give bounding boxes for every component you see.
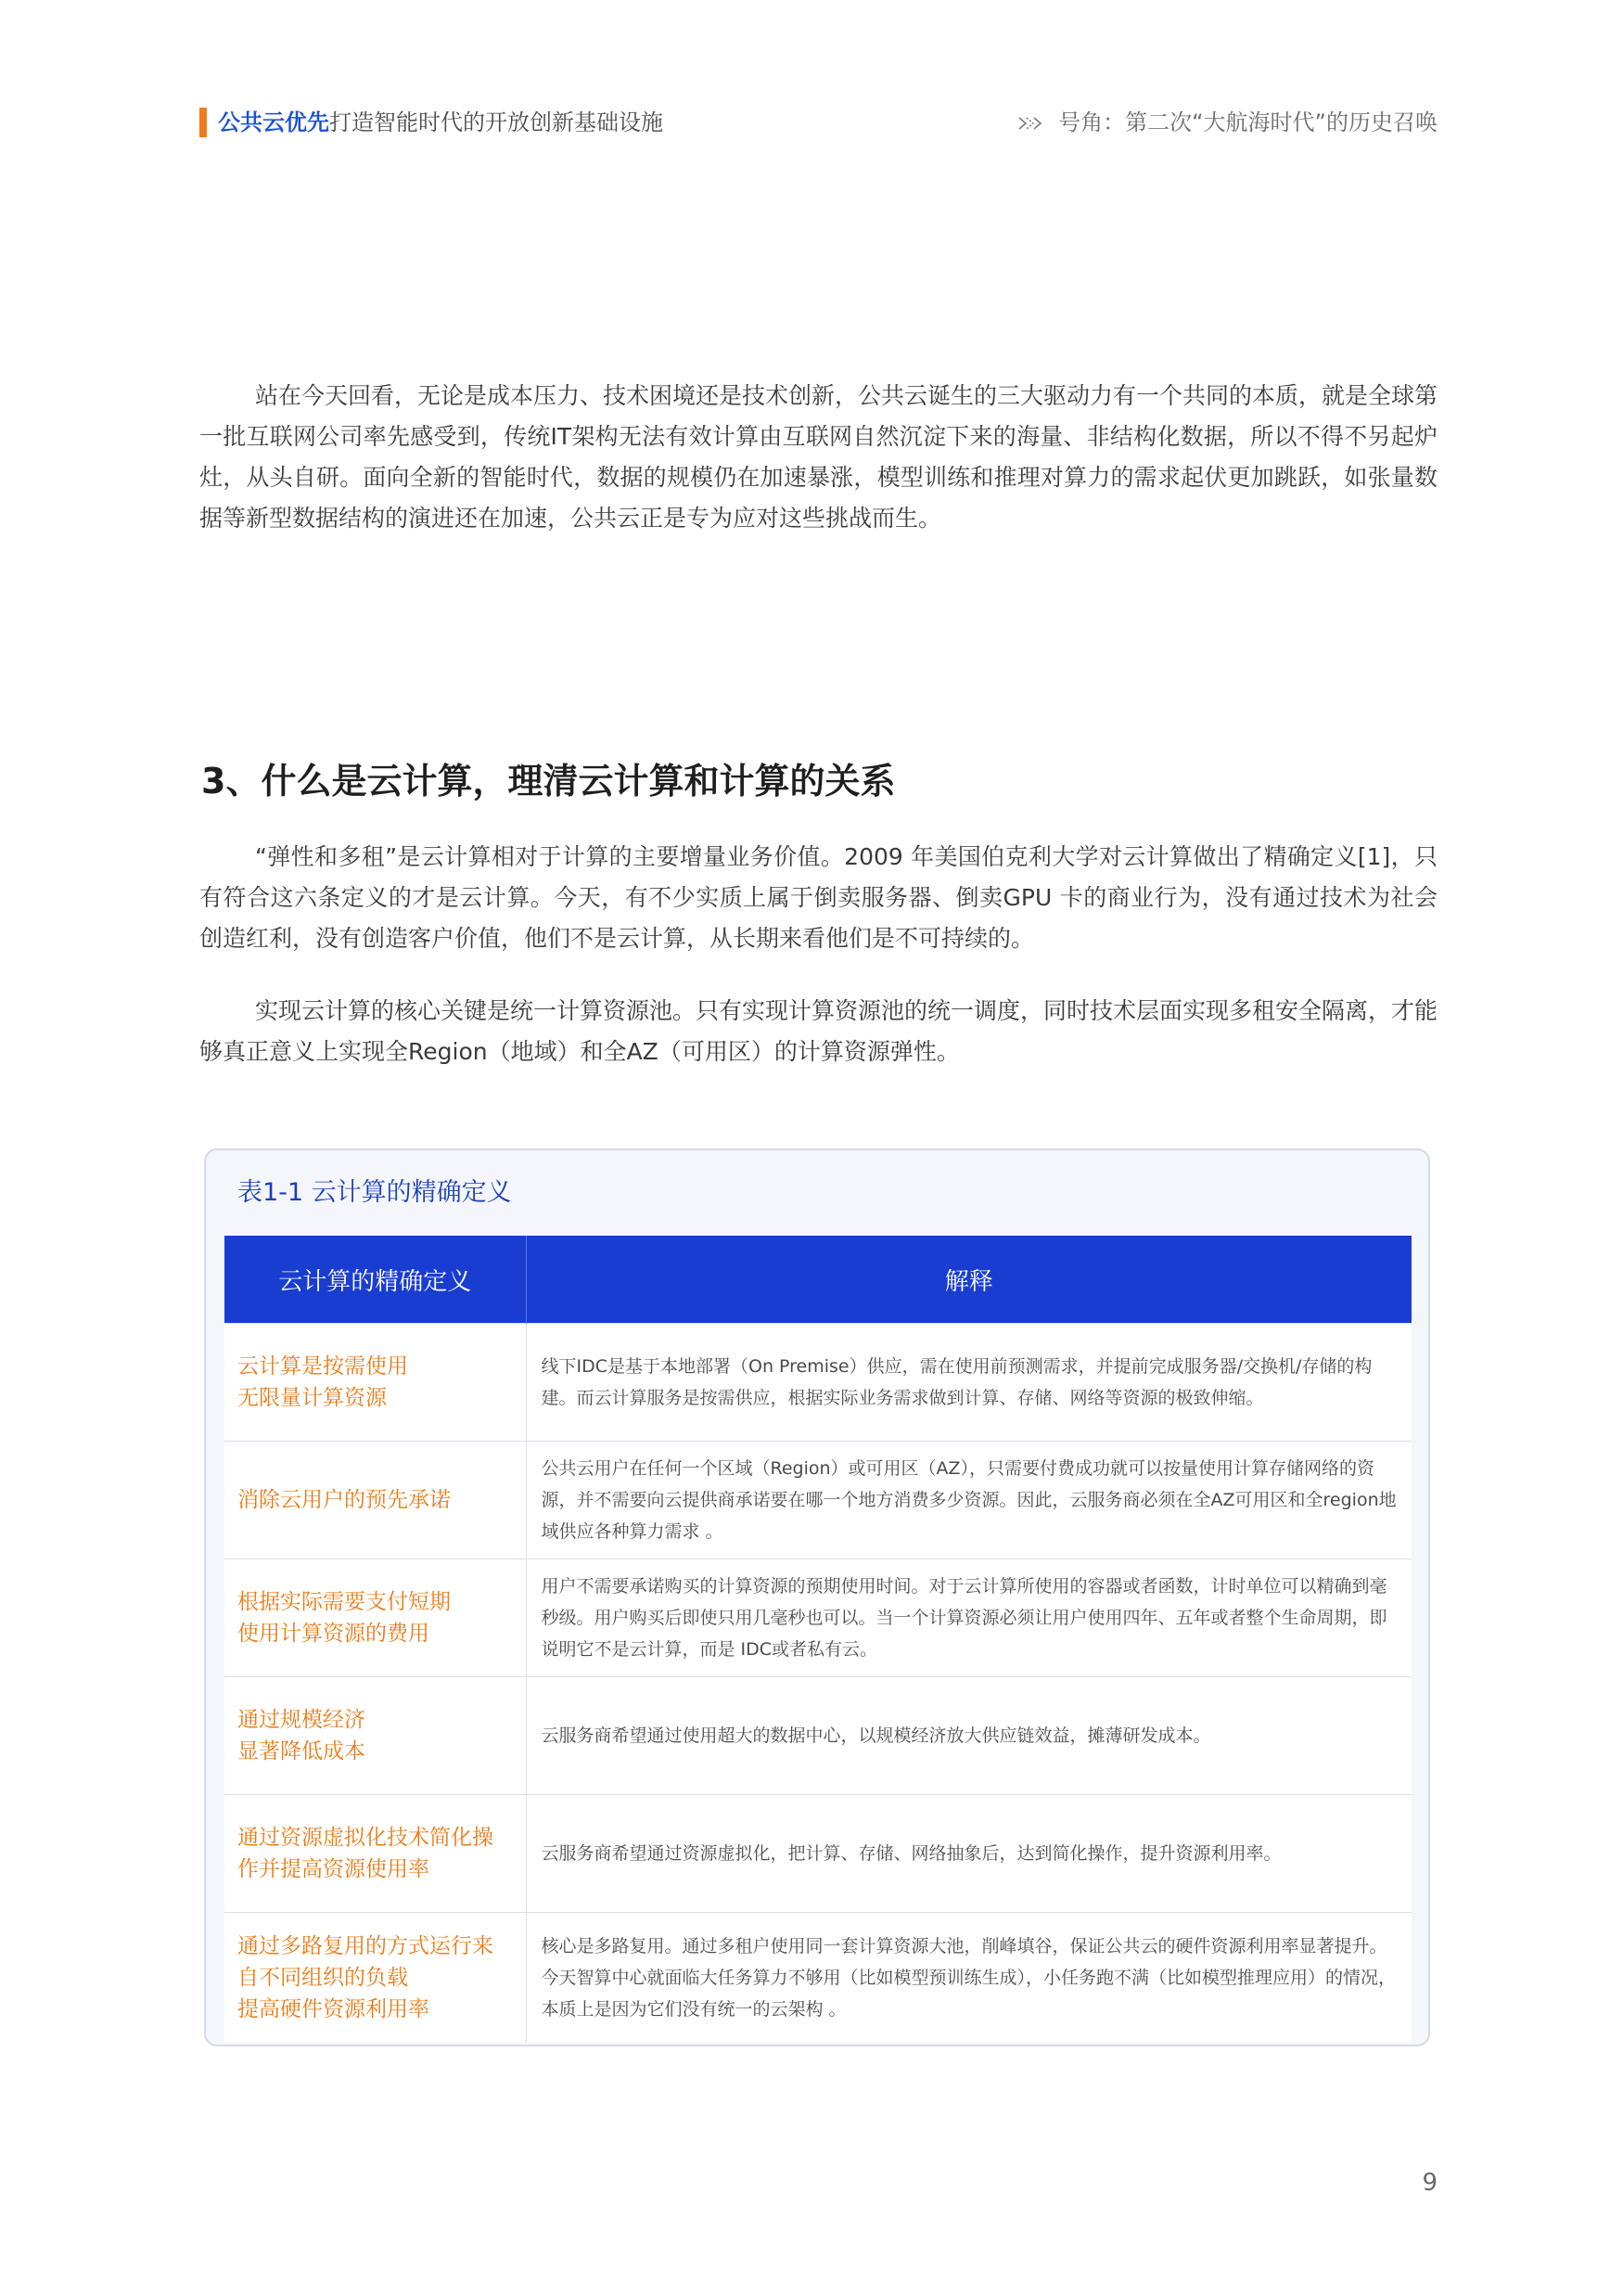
table-row [224,1913,1412,2043]
header-chapter [1017,108,1438,138]
table-cell-term [224,1442,526,1559]
table-cell-term [224,1559,526,1677]
term-line: 云计算是按需使用 [237,1354,408,1379]
table-header-row [224,1236,1412,1324]
table-caption: 表1-1 云计算的精确定义 [237,1178,512,1207]
term-line: 自不同组织的负载 [237,1965,408,1990]
definition-table [224,1236,1412,2043]
table-row [224,1324,1412,1442]
table-cell-desc: 云服务商希望通过资源虚拟化，把计算、存储、网络抽象后，达到简化操作，提升资源利用率。 [526,1795,1412,1913]
table-cell-term [224,1324,526,1442]
table-cell-desc: 云服务商希望通过使用超大的数据中心，以规模经济放大供应链效益，摊薄研发成本。 [526,1677,1412,1795]
elasticity-paragraph: “弹性和多租”是云计算相对于计算的主要增量业务价值。2009 年美国伯克利大学对云计算做出了精确定义[1]，只有符合这六条定义的才是云计算。今天，有不少实质上属于倒卖服务器、倒卖GPU 卡的商业行为，没有通过技术为社会创造红利，没有创造客户价值，他们不是云计算，从长期来看他们是不可持续的。 [199,843,1438,952]
table-cell-desc: 用户不需要承诺购买的计算资源的预期使用时间。对于云计算所使用的容器或者函数，计时单位可以精确到毫秒级。用户购买后即使只用几毫秒也可以。当一个计算资源必须让用户使用四年、五年或者整个生命周期，即说明它不是云计算，而是 IDC或者私有云。 [526,1559,1412,1677]
page-number: 9 [1422,2169,1438,2197]
table-row [224,1677,1412,1795]
double-chevron-icon [1017,109,1045,138]
term-line: 作并提高资源使用率 [237,1857,429,1881]
term-line: 通过规模经济 [237,1708,365,1732]
intro-paragraph: 站在今天回看，无论是成本压力、技术困境还是技术创新，公共云诞生的三大驱动力有一个共同的本质，就是全球第一批互联网公司率先感受到，传统IT架构无法有效计算由互联网自然沉淀下来的海量、非结构化数据，所以不得不另起炉灶，从头自研。面向全新的智能时代，数据的规模仍在加速暴涨，模型训练和推理对算力的需求起伏更加跳跃，如张量数据等新型数据结构的演进还在加速，公共云正是专为应对这些挑战而生。 [199,382,1438,532]
header-title-bold: 公共云优先 [218,109,329,135]
term-line: 根据实际需要支付短期 [237,1590,451,1614]
term-line: 显著降低成本 [237,1739,365,1764]
header-accent-bar [199,108,207,137]
table-header-term: 云计算的精确定义 [224,1236,526,1324]
table-header-explanation: 解释 [526,1236,1412,1324]
table-row [224,1442,1412,1559]
header-title [218,108,663,137]
section-title: 3、什么是云计算，理清云计算和计算的关系 [201,761,896,802]
term-line: 通过多路复用的方式运行来 [237,1933,493,1958]
term-line: 消除云用户的预先承诺 [237,1488,451,1512]
table-row [224,1559,1412,1677]
header-title-normal: 打造智能时代的开放创新基础设施 [329,109,663,135]
resource-pool-paragraph: 实现云计算的核心关键是统一计算资源池。只有实现计算资源池的统一调度，同时技术层面实现多租安全隔离，才能够真正意义上实现全Region（地域）和全AZ（可用区）的计算资源弹性。 [199,997,1438,1065]
page-header [199,104,1438,137]
term-line: 使用计算资源的费用 [237,1622,429,1646]
term-line: 提高硬件资源利用率 [237,1996,429,2021]
term-line: 通过资源虚拟化技术简化操 [237,1826,493,1850]
table-cell-desc: 核心是多路复用。通过多租户使用同一套计算资源大池，削峰填谷，保证公共云的硬件资源利用率显著提升。今天智算中心就面临大任务算力不够用（比如模型预训练生成），小任务跑不满（比如模型推理应用）的情况，本质上是因为它们没有统一的云架构 。 [526,1913,1412,2043]
table-cell-term [224,1677,526,1795]
table-cell-term [224,1795,526,1913]
table-row [224,1795,1412,1913]
header-chapter-text: 号角：第二次“大航海时代”的历史召唤 [1058,109,1438,135]
definition-table-card [204,1148,1430,2046]
table-cell-term [224,1913,526,2043]
table-cell-desc: 公共云用户在任何一个区域（Region）或可用区（AZ），只需要付费成功就可以按量使用计算存储网络的资源，并不需要向云提供商承诺要在哪一个地方消费多少资源。因此，云服务商必须在全AZ可用区和全region地域供应各种算力需求 。 [526,1442,1412,1559]
table-cell-desc: 线下IDC是基于本地部署（On Premise）供应，需在使用前预测需求，并提前完成服务器/交换机/存储的构建。而云计算服务是按需供应，根据实际业务需求做到计算、存储、网络等资源的极致伸缩。 [526,1324,1412,1442]
term-line: 无限量计算资源 [237,1386,387,1410]
